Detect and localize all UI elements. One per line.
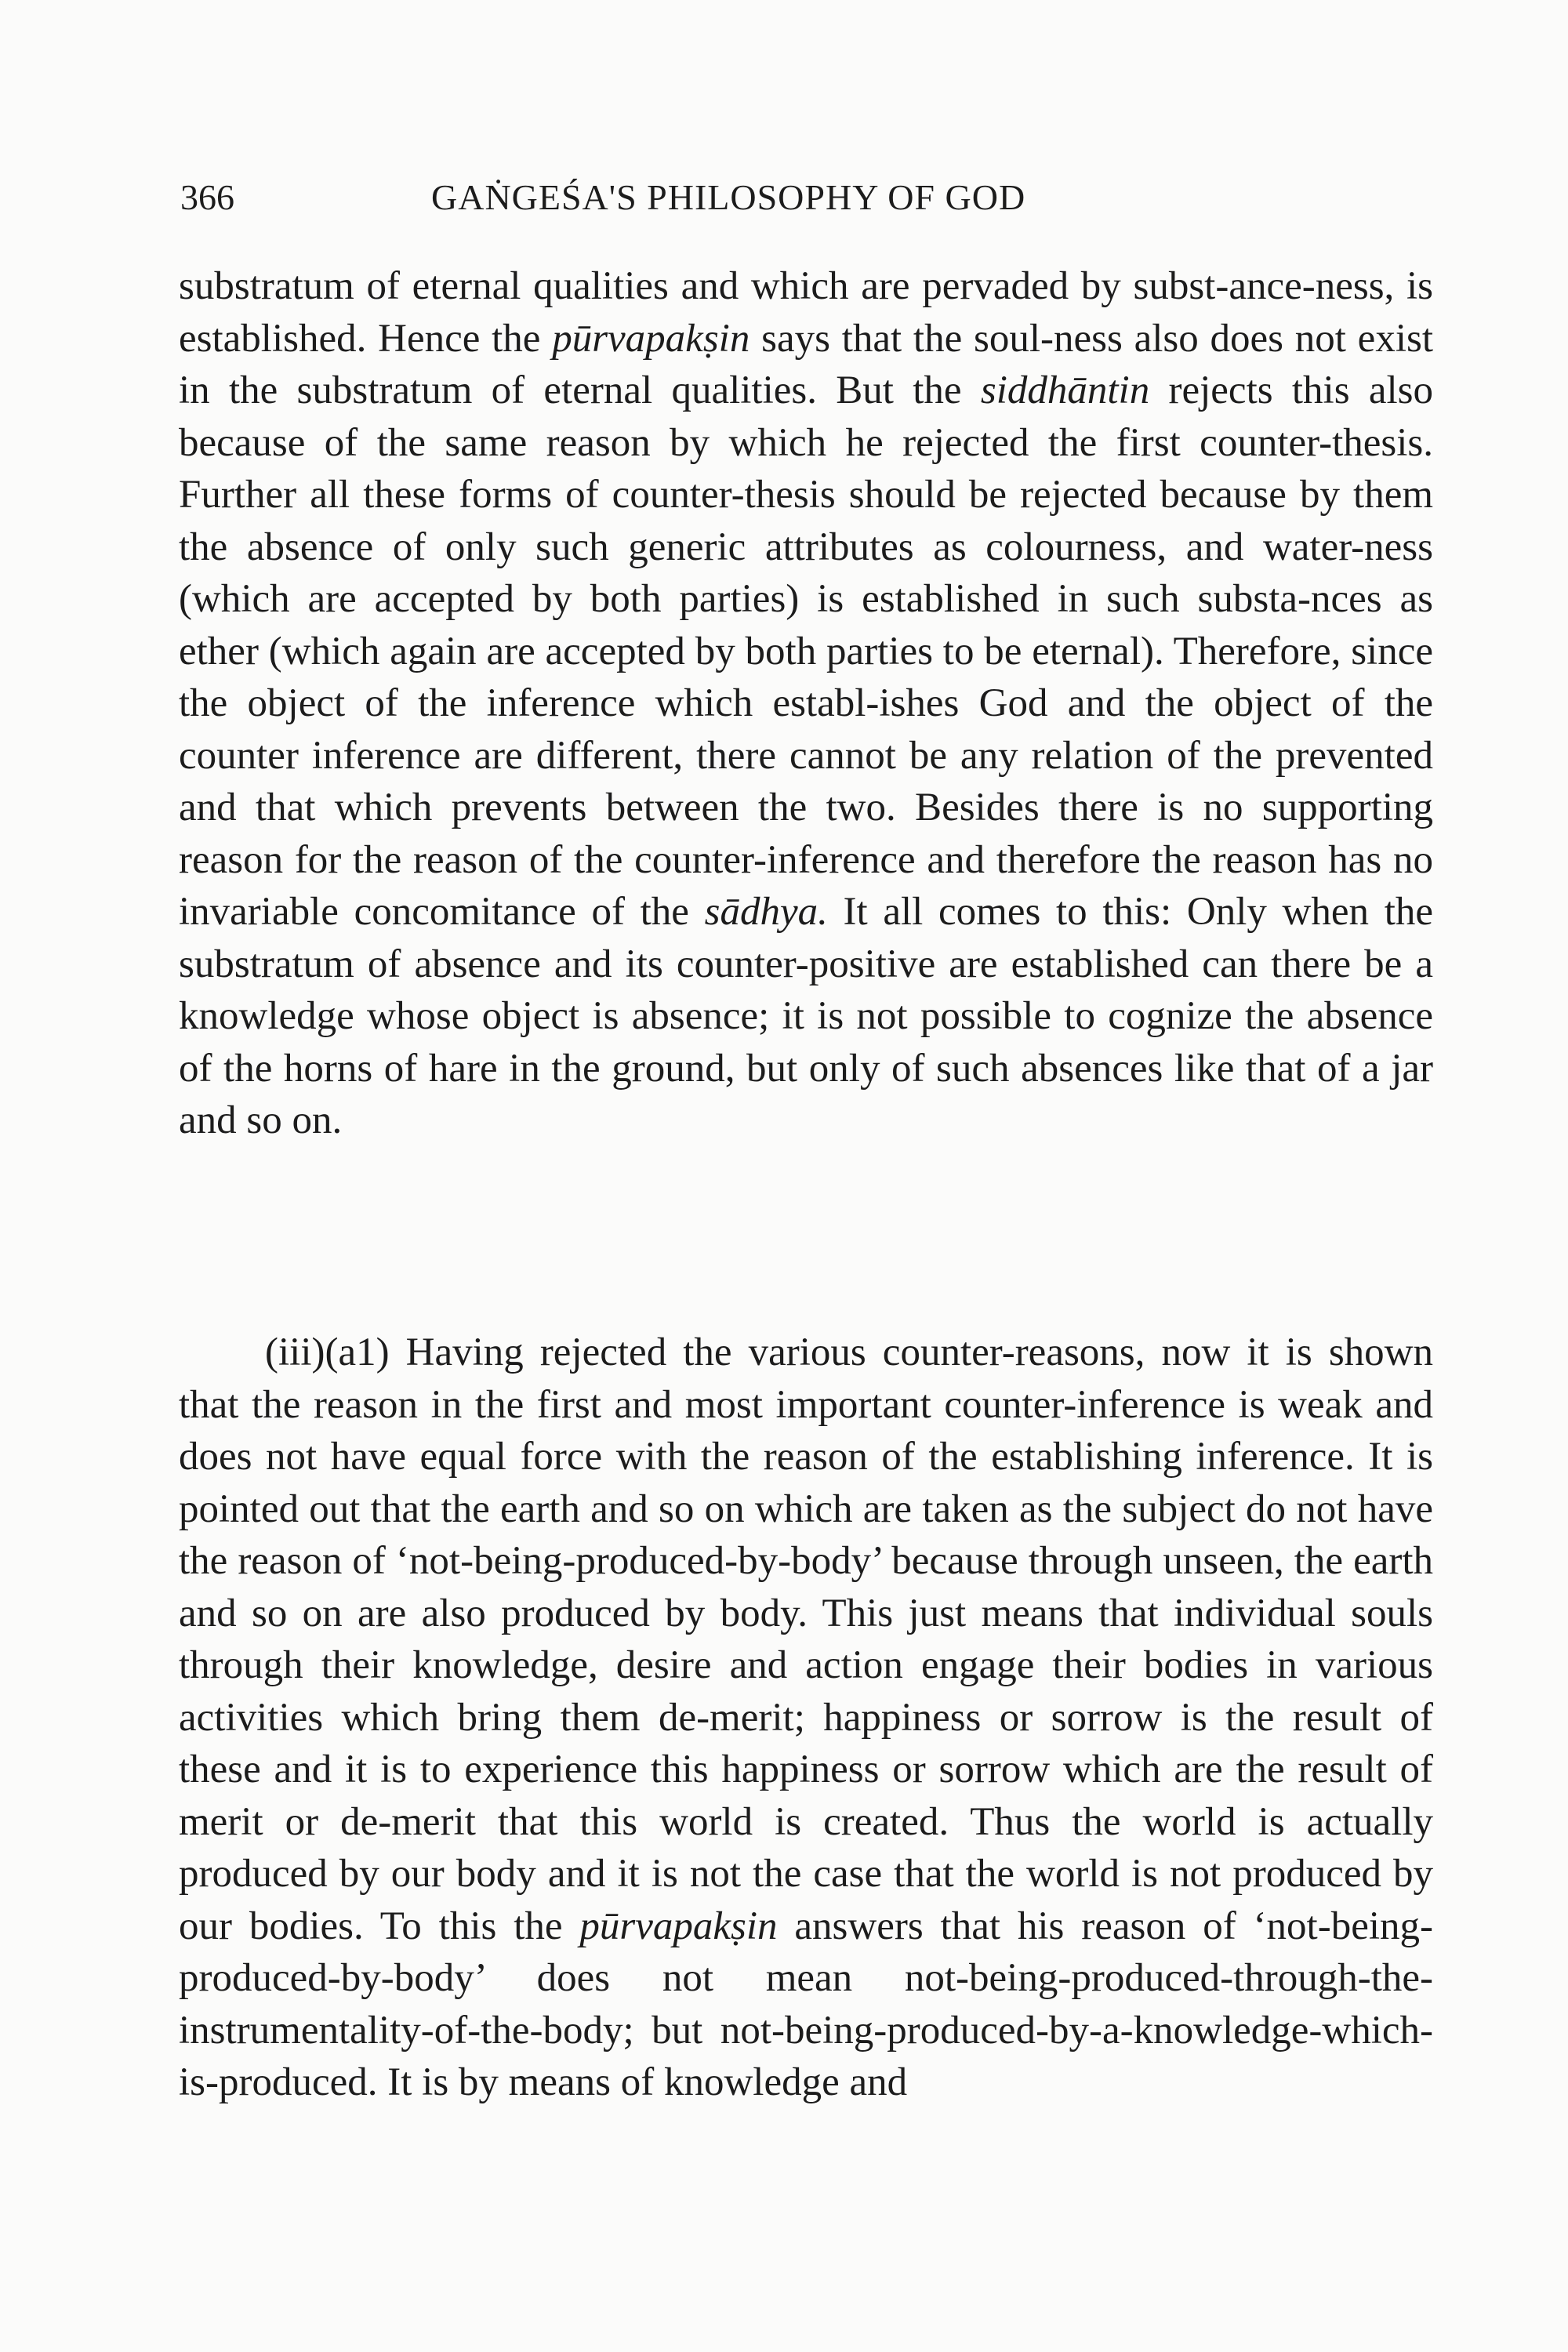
text-segment: answers that his reason of ‘not-being-produced-by-body’ does not mean not-being-produced-through-the-instrumentality-of-the-body; but not-being-produced-by-a-knowledge-which-is-produced. It is by means of knowledge and [179,1904,1433,2104]
text-segment: (iii)(a1) Having rejected the various counter-reasons, now it is shown that the reason in the first and most important counter-inference is weak and does not have equal force with the reason of the establishing inference. It is pointed out that the earth and so on which are taken as the subject do not have the reason of ‘not-being-produced-by-body’ because through unseen, the earth and so on are also produced by body. This just means that individual souls through their knowledge, desire and action engage their bodies in various activities which bring them de-merit; happiness or sorrow is the result of these and it is to experience this happiness or sorrow which are the result of merit or de-merit that this world is created. Thus the world is actually produced by our body and it is not the case that the world is not produced by our bodies. To this the [179,1330,1433,1948]
italic-term: pūrvapakṣin [579,1904,778,1948]
running-title: GAṄGEŚA'S PHILOSOPHY OF GOD [431,177,1026,217]
italic-term: pūrvapakṣin [552,316,750,361]
italic-term: sādhya. [704,890,828,934]
text-segment: substratum of eternal qualities and which are pervaded by subst-ance-ness, is established. Hence the [179,264,1433,361]
paragraph-1 [179,260,1433,1147]
paragraph-2 [179,1327,1433,2109]
text-segment: says that the soul-ness also does not exist in the substratum of eternal qualities. But the [179,316,1434,412]
text-segment: rejects this also because of the same reason by which he rejected the first counter-thesis. Further all these forms of counter-thesis should be rejected because by them the absence of only such generic attributes as colourness, and water-ness (which are accepted by both parties) is established in such substa-nces as ether (which again are accepted by both parties to be eternal). Therefore, since the object of the inference which establ-ishes God and the object of the counter inference are different, there cannot be any relation of the prevented and that which prevents between the two. Besides there is no supporting reason for the reason of the counter-inference and therefore the reason has no invariable concomitance of the [179,368,1433,934]
italic-term: siddhāntin [980,368,1150,412]
text-segment: It all comes to this: Only when the substratum of absence and its counter-positive are established can there be a knowledge whose object is absence; it is not possible to cognize the absence of the horns of hare in the ground, but only of such absences like that of a jar and so on. [179,890,1433,1142]
page-header [180,174,1435,221]
page-number: 366 [180,177,234,217]
